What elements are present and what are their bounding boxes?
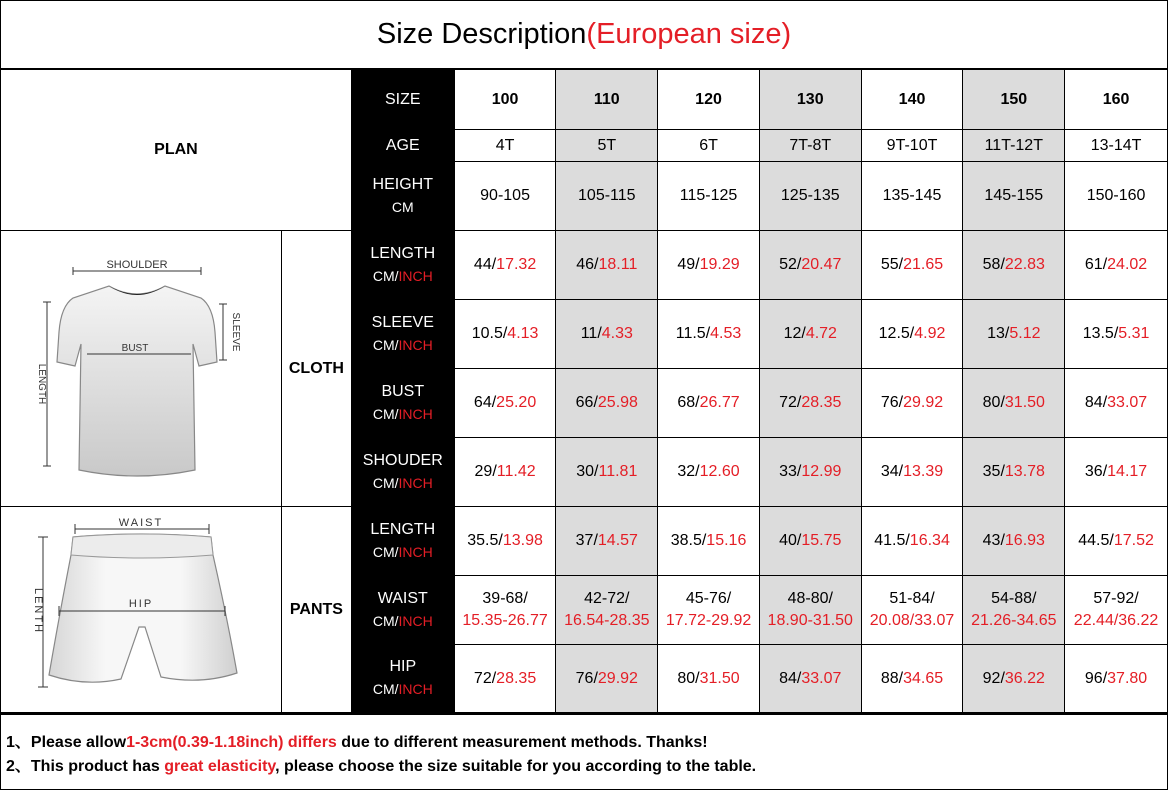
height-header [351, 162, 454, 231]
age-cell: 6T [658, 130, 760, 162]
value-cell: 42-72/ 16.54-28.35 [556, 576, 658, 645]
value-cell: 72/28.35 [454, 645, 556, 713]
unit-inch: INCH [398, 405, 433, 422]
age-cell: 7T-8T [759, 130, 861, 162]
hip-label: HIP [128, 598, 154, 610]
size-cell: 140 [861, 70, 963, 130]
age-cell: 13-14T [1065, 130, 1168, 162]
size-cell: 160 [1065, 70, 1168, 130]
value-cell: 10.5/4.13 [454, 300, 556, 369]
value-cell: 80/31.50 [963, 369, 1065, 438]
row-label: SHOUDER [362, 451, 443, 469]
row-header [351, 231, 454, 300]
row-header [351, 645, 454, 713]
age-cell: 4T [454, 130, 556, 162]
row-label: WAIST [377, 589, 428, 607]
bust-label: BUST [121, 342, 149, 354]
age-cell: 11T-12T [963, 130, 1065, 162]
height-cell: 145-155 [963, 162, 1065, 231]
value-cell: 68/26.77 [658, 369, 760, 438]
value-cell: 11.5/4.53 [658, 300, 760, 369]
shorts-icon [1, 507, 281, 712]
pants-diagram [1, 507, 282, 713]
length-label: LENGTH [36, 363, 47, 404]
size-cell: 110 [556, 70, 658, 130]
value-cell: 13/5.12 [963, 300, 1065, 369]
value-cell: 11/4.33 [556, 300, 658, 369]
value-cell: 96/37.80 [1065, 645, 1168, 713]
height-cell: 105-115 [556, 162, 658, 231]
value-cell: 37/14.57 [556, 507, 658, 576]
row-label: HIP [389, 658, 417, 675]
value-cell: 38.5/15.16 [658, 507, 760, 576]
value-cell: 30/11.81 [556, 438, 658, 507]
unit-cm: CM/ [372, 612, 399, 629]
row-label: BUST [381, 382, 425, 400]
row-label: SLEEVE [371, 313, 434, 331]
value-cell: 54-88/ 21.26-34.65 [963, 576, 1065, 645]
value-cell: 48-80/ 18.90-31.50 [759, 576, 861, 645]
value-cell: 29/11.42 [454, 438, 556, 507]
value-cell: 66/25.98 [556, 369, 658, 438]
row-label: LENGTH [370, 244, 436, 262]
size-cell: 100 [454, 70, 556, 130]
value-cell: 13.5/5.31 [1065, 300, 1168, 369]
unit-cm: CM/ [372, 543, 399, 560]
value-cell: 12.5/4.92 [861, 300, 963, 369]
unit-inch: INCH [398, 612, 433, 629]
unit-inch: INCH [398, 267, 433, 284]
size-header: SIZE [351, 70, 454, 130]
note-line: 2、This product has great elasticity, please choose the size suitable for you according to the table. [6, 758, 757, 775]
value-cell: 58/22.83 [963, 231, 1065, 300]
tshirt-diagram [1, 231, 282, 507]
pants-length-label: LENTH [32, 587, 44, 635]
value-cell: 35/13.78 [963, 438, 1065, 507]
value-cell: 84/33.07 [759, 645, 861, 713]
unit-inch: INCH [398, 681, 433, 697]
unit-cm: CM/ [372, 405, 399, 422]
row-header [351, 507, 454, 576]
height-cell: 115-125 [658, 162, 760, 231]
row-header [351, 300, 454, 369]
value-cell: 76/29.92 [556, 645, 658, 713]
value-cell: 34/13.39 [861, 438, 963, 507]
value-cell: 32/12.60 [658, 438, 760, 507]
value-cell: 39-68/ 15.35-26.77 [454, 576, 556, 645]
value-cell: 76/29.92 [861, 369, 963, 438]
shoulder-label: SHOULDER [106, 258, 168, 271]
note-line: 1、Please allow1-3cm(0.39-1.18inch) differs due to different measurement methods. Thanks! [6, 734, 708, 751]
size-cell: 150 [963, 70, 1065, 130]
value-cell: 57-92/ 22.44/36.22 [1065, 576, 1168, 645]
pants-row [1, 507, 1168, 576]
size-cell: 120 [658, 70, 760, 130]
waist-label: WAIST [118, 517, 164, 529]
height-unit: CM [391, 198, 414, 215]
page-title [0, 0, 1168, 70]
unit-cm: CM/ [372, 267, 399, 284]
height-label: HEIGHT [372, 175, 433, 193]
unit-inch: INCH [398, 474, 433, 491]
row-header [351, 369, 454, 438]
sleeve-label: SLEEVE [230, 312, 241, 351]
plan-label: PLAN [1, 70, 352, 231]
age-cell: 5T [556, 130, 658, 162]
height-cell: 150-160 [1065, 162, 1168, 231]
title-accent: (European size) [586, 17, 792, 50]
height-cell: 135-145 [861, 162, 963, 231]
value-cell: 12/4.72 [759, 300, 861, 369]
height-cell: 90-105 [454, 162, 556, 231]
value-cell: 40/15.75 [759, 507, 861, 576]
size-cell: 130 [759, 70, 861, 130]
value-cell: 43/16.93 [963, 507, 1065, 576]
unit-cm: CM/ [372, 474, 399, 491]
cloth-label: CLOTH [282, 231, 352, 507]
value-cell: 92/36.22 [963, 645, 1065, 713]
size-table [0, 69, 1168, 713]
value-cell: 44/17.32 [454, 231, 556, 300]
value-cell: 51-84/ 20.08/33.07 [861, 576, 963, 645]
value-cell: 33/12.99 [759, 438, 861, 507]
unit-inch: INCH [398, 336, 433, 353]
title-main: Size Description [376, 17, 587, 50]
value-cell: 64/25.20 [454, 369, 556, 438]
tshirt-icon [1, 232, 281, 506]
cloth-row [1, 231, 1168, 300]
value-cell: 46/18.11 [556, 231, 658, 300]
unit-inch: INCH [398, 543, 433, 560]
age-header: AGE [351, 130, 454, 162]
value-cell: 61/24.02 [1065, 231, 1168, 300]
row-label: LENGTH [370, 520, 436, 538]
value-cell: 84/33.07 [1065, 369, 1168, 438]
size-row [1, 70, 1168, 130]
value-cell: 52/20.47 [759, 231, 861, 300]
value-cell: 35.5/13.98 [454, 507, 556, 576]
row-header [351, 438, 454, 507]
value-cell: 41.5/16.34 [861, 507, 963, 576]
value-cell: 49/19.29 [658, 231, 760, 300]
value-cell: 44.5/17.52 [1065, 507, 1168, 576]
unit-cm: CM/ [372, 336, 399, 353]
value-cell: 55/21.65 [861, 231, 963, 300]
age-cell: 9T-10T [861, 130, 963, 162]
value-cell: 72/28.35 [759, 369, 861, 438]
pants-label: PANTS [282, 507, 352, 713]
unit-cm: CM/ [372, 681, 399, 697]
value-cell: 36/14.17 [1065, 438, 1168, 507]
row-header [351, 576, 454, 645]
value-cell: 45-76/ 17.72-29.92 [658, 576, 760, 645]
notes [0, 713, 1168, 790]
value-cell: 80/31.50 [658, 645, 760, 713]
value-cell: 88/34.65 [861, 645, 963, 713]
height-cell: 125-135 [759, 162, 861, 231]
